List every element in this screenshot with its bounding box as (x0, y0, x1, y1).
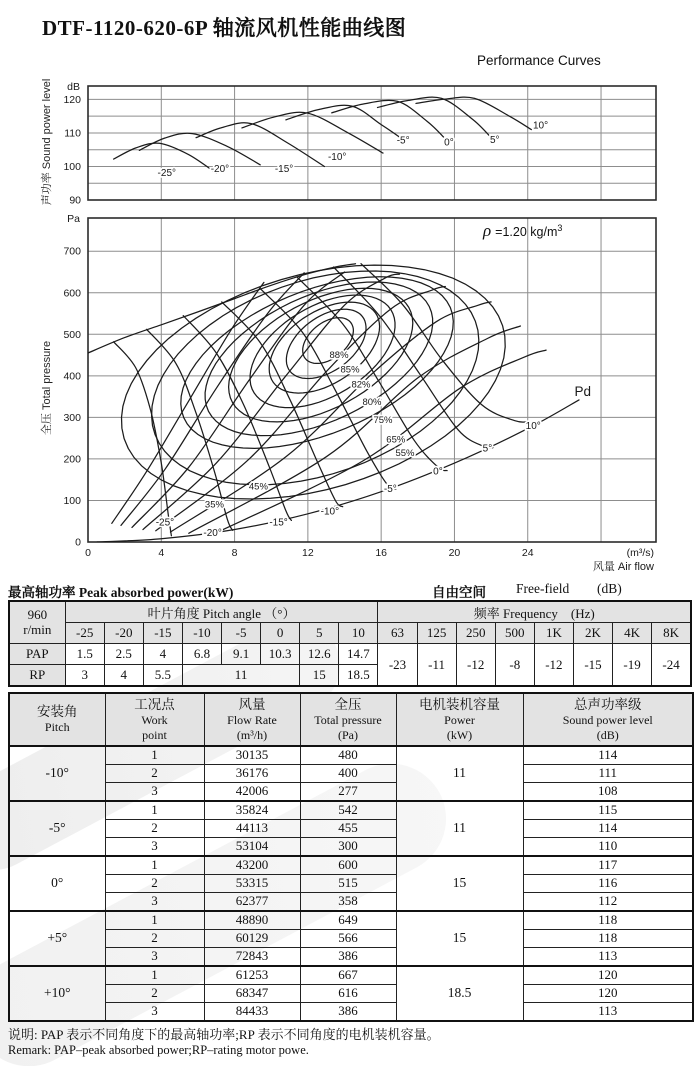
header-line: (kW) (446, 727, 473, 742)
total-pressure-cell: 566 (300, 929, 396, 947)
work-point-cell: 3 (105, 837, 204, 856)
rho-value: =1.20 kg/m (495, 225, 558, 239)
total-pressure-cell: 386 (300, 1002, 396, 1021)
total-pressure-cell: 649 (300, 911, 396, 930)
free-field-heading-unit: (dB) (597, 581, 622, 596)
total-pressure-cell: 277 (300, 782, 396, 801)
header-line: (m³/h) (236, 727, 268, 742)
total-pressure-cell: 358 (300, 892, 396, 911)
header-line: (Pa) (338, 727, 358, 742)
x-tick-label: 24 (521, 547, 534, 559)
sound-level-cell: 118 (523, 929, 693, 947)
header-line: 总声功率级 (574, 697, 642, 712)
total-pressure-cell: 480 (300, 746, 396, 765)
work-point-cell: 1 (105, 801, 204, 820)
work-point-cell: 2 (105, 819, 204, 837)
speed-unit: r/min (23, 621, 52, 637)
page-title: DTF-1120-620-6P 轴流风机性能曲线图 (42, 16, 407, 40)
y-tick-label: 700 (63, 245, 81, 258)
remark-line-en: Remark: PAP–peak absorbed power;RP–rating motor powe. (8, 1043, 309, 1057)
total-pressure-cell: 600 (300, 856, 396, 875)
flow-rate-cell: 35824 (204, 801, 300, 820)
rp-value-cell: 5.5 (143, 665, 182, 687)
curves-group (114, 97, 532, 173)
frequency-band-cell: 1K (534, 623, 573, 644)
contour-label: 65% (386, 434, 406, 446)
axis-unit-label: Pa (67, 213, 80, 225)
column-header (396, 693, 523, 746)
flow-rate-cell: 53315 (204, 874, 300, 892)
plot-border (88, 218, 656, 542)
y-tick-label: 90 (69, 194, 81, 206)
speed-value: 960 (27, 606, 48, 622)
contour-label: 85% (340, 364, 360, 376)
y-tick-label: 100 (63, 160, 81, 173)
header-line: Flow Rate (227, 713, 277, 728)
x-tick-label: 16 (375, 547, 388, 559)
contour-label: 75% (373, 414, 393, 426)
free-field-heading-cn: 自由空间 (432, 585, 486, 600)
header-line: Sound power level (562, 713, 653, 728)
work-point-cell: 3 (105, 892, 204, 911)
y-tick-label: 110 (64, 127, 81, 140)
curve-label: 10° (525, 421, 541, 433)
sound-level-cell: 111 (523, 764, 693, 782)
sound-level-cell: 115 (523, 801, 693, 820)
rp-value-cell: 4 (104, 665, 143, 687)
y-tick-label: 200 (63, 453, 81, 466)
total-pressure-cell: 515 (300, 874, 396, 892)
total-pressure-cell: 300 (300, 837, 396, 856)
sound-level-cell: 113 (523, 1002, 693, 1021)
contour-label: 35% (204, 499, 224, 511)
curve-label: -5° (383, 484, 397, 496)
y-tick-label: 300 (63, 411, 81, 424)
peak-power-heading: 最高轴功率 Peak absorbed power(kW) (8, 585, 234, 600)
speed-header-cell (9, 601, 65, 644)
header-line: Pitch (44, 720, 70, 735)
y-tick-label: 400 (63, 370, 81, 383)
contour-label: 45% (248, 481, 268, 493)
performance-table (8, 692, 694, 1022)
flow-rate-cell: 30135 (204, 746, 300, 765)
pap-value-cell: 10.3 (261, 644, 300, 665)
data-curve (196, 123, 324, 167)
header-line: 全压 (334, 697, 362, 712)
pitch-angle-cell: -20 (104, 623, 143, 644)
pap-value-cell: 1.5 (65, 644, 104, 665)
pitch-cell: -10° (9, 746, 105, 801)
pitch-angle-cell: -25 (65, 623, 104, 644)
header-line: Work (141, 713, 168, 728)
sound-level-cell: 108 (523, 782, 693, 801)
x-tick-label: 0 (85, 547, 91, 559)
sound-level-cell: 116 (523, 874, 693, 892)
x-tick-label: 12 (302, 547, 314, 559)
pap-value-cell: 6.8 (182, 644, 221, 665)
work-point-cell: 1 (105, 966, 204, 985)
header-line: 风量 (238, 697, 266, 712)
sound-level-cell: 110 (523, 837, 693, 856)
work-point-cell: 1 (105, 856, 204, 875)
work-point-cell: 3 (105, 947, 204, 966)
frequency-band-cell: 500 (495, 623, 534, 644)
total-pressure-cell: 667 (300, 966, 396, 985)
frequency-band-cell: 8K (652, 623, 691, 644)
power-cell: 18.5 (396, 966, 523, 1021)
column-header (105, 693, 204, 746)
pap-row-label: PAP (9, 644, 65, 665)
curve-label: -25° (157, 167, 177, 179)
contour-label: 82% (351, 379, 371, 391)
flow-rate-cell: 42006 (204, 782, 300, 801)
rp-row-label: RP (9, 665, 65, 687)
curve-label: 10° (533, 120, 549, 132)
curve-label: 5° (482, 443, 493, 455)
sound-level-cell: 112 (523, 892, 693, 911)
flow-rate-cell: 68347 (204, 984, 300, 1002)
column-header (523, 693, 693, 746)
frequency-band-cell: 250 (456, 623, 495, 644)
work-point-cell: 1 (105, 911, 204, 930)
rp-value-cell: 18.5 (339, 665, 378, 687)
pap-value-cell: 12.6 (300, 644, 339, 665)
flow-rate-cell: 36176 (204, 764, 300, 782)
sound-level-cell: 113 (523, 947, 693, 966)
y-tick-label: 500 (63, 328, 81, 341)
free-field-value-cell: -11 (417, 644, 456, 687)
data-curve (416, 97, 531, 129)
flow-rate-cell: 53104 (204, 837, 300, 856)
performance-curves-subtitle: Performance Curves (477, 53, 601, 68)
total-pressure-cell: 400 (300, 764, 396, 782)
contour-label: 80% (362, 396, 382, 408)
pitch-cell: 0° (9, 856, 105, 911)
x-tick-label: 4 (158, 547, 165, 559)
pap-value-cell: 9.1 (222, 644, 261, 665)
curve-label: -15° (269, 517, 288, 529)
power-cell: 11 (396, 801, 523, 856)
sound-level-cell: 118 (523, 911, 693, 930)
x-axis-unit-label: (m³/s) (626, 547, 654, 559)
power-cell: 11 (396, 746, 523, 801)
header-line: Total pressure (314, 713, 382, 728)
work-point-cell: 2 (105, 984, 204, 1002)
pitch-cell: +5° (9, 911, 105, 966)
pitch-angle-cell: 5 (300, 623, 339, 644)
y-tick-label: 100 (63, 494, 81, 507)
pitch-angle-cell: -15 (143, 623, 182, 644)
x-tick-label: 8 (231, 547, 238, 559)
work-point-cell: 3 (105, 782, 204, 801)
free-field-value-cell: -24 (652, 644, 691, 687)
frequency-band-cell: 2K (573, 623, 612, 644)
curve-label: 0° (433, 466, 443, 478)
header-line: 电机装机容量 (419, 697, 500, 712)
air-density-label (483, 221, 562, 241)
rho-sup: 3 (557, 222, 563, 233)
free-field-value-cell: -23 (378, 644, 417, 687)
contour-label: 55% (395, 448, 415, 460)
column-header (9, 693, 105, 746)
flow-rate-cell: 72843 (204, 947, 300, 966)
total-pressure-cell: 616 (300, 984, 396, 1002)
pitch-cell: +10° (9, 966, 105, 1021)
pitch-angle-cell: -5 (222, 623, 261, 644)
curve-label: Pd (574, 383, 591, 399)
work-point-cell: 1 (105, 746, 204, 765)
pap-table-heading (0, 581, 700, 599)
power-cell: 15 (396, 911, 523, 966)
curve-label: -10° (327, 151, 347, 163)
y-tick-label: 0 (75, 536, 81, 549)
flow-rate-cell: 43200 (204, 856, 300, 875)
efficiency-contour (250, 295, 395, 408)
sound-level-cell: 114 (523, 746, 693, 765)
pitch-angle-header: 叶片角度 Pitch angle （°） (65, 601, 378, 623)
y-tick-label: 120 (63, 93, 81, 106)
pap-value-cell: 14.7 (339, 644, 378, 665)
free-field-value-cell: -12 (456, 644, 495, 687)
sound-chart-y-axis-title: 声功率 Sound power level (41, 78, 53, 206)
rho-symbol: ρ (483, 221, 492, 240)
power-cell: 15 (396, 856, 523, 911)
pap-value-cell: 2.5 (104, 644, 143, 665)
flow-rate-cell: 44113 (204, 819, 300, 837)
flow-rate-cell: 84433 (204, 1002, 300, 1021)
total-pressure-cell: 542 (300, 801, 396, 820)
column-header (204, 693, 300, 746)
work-point-cell: 2 (105, 764, 204, 782)
flow-rate-cell: 62377 (204, 892, 300, 911)
sound-power-chart (0, 78, 700, 206)
free-field-value-cell: -12 (534, 644, 573, 687)
curve-label: -5° (396, 135, 410, 147)
rp-value-cell: 15 (300, 665, 339, 687)
sound-level-cell: 114 (523, 819, 693, 837)
frequency-band-cell: 125 (417, 623, 456, 644)
curve-label: -20° (210, 163, 230, 175)
curve-label: -25° (155, 517, 175, 529)
header-line: Power (444, 713, 475, 728)
axis-unit-label: dB (67, 81, 80, 93)
flow-rate-cell: 61253 (204, 966, 300, 985)
column-header (300, 693, 396, 746)
pitch-angle-cell: -10 (182, 623, 221, 644)
header-line: (dB) (596, 727, 619, 742)
rp-value-cell: 3 (65, 665, 104, 687)
remark-line-cn: 说明: PAP 表示不同角度下的最高轴功率;RP 表示不同角度的电机装机容量。 (8, 1027, 440, 1042)
work-point-cell: 3 (105, 1002, 204, 1021)
work-point-cell: 2 (105, 874, 204, 892)
frequency-band-cell: 4K (613, 623, 652, 644)
free-field-value-cell: -15 (573, 644, 612, 687)
curve-label: -20° (203, 528, 222, 540)
flow-rate-cell: 48890 (204, 911, 300, 930)
pitch-cell: -5° (9, 801, 105, 856)
y-tick-label: 600 (63, 287, 81, 300)
curve-label: 0° (444, 137, 454, 149)
header-line: point (142, 727, 167, 742)
free-field-value-cell: -8 (495, 644, 534, 687)
pitch-angle-cell: 10 (339, 623, 378, 644)
pap-table (8, 600, 692, 687)
data-curve (139, 133, 260, 165)
sound-level-cell: 120 (523, 984, 693, 1002)
frequency-header: 频率 Frequency (Hz) (378, 601, 691, 623)
x-axis-title: 风量 Air flow (592, 561, 654, 573)
curve-label: -15° (274, 163, 294, 175)
header-line: 工况点 (134, 697, 175, 712)
x-tick-label: 20 (448, 547, 461, 559)
pitch-angle-cell: 0 (261, 623, 300, 644)
pressure-flow-chart (0, 206, 700, 576)
frequency-band-cell: 63 (378, 623, 417, 644)
total-pressure-cell: 455 (300, 819, 396, 837)
data-curve (114, 342, 175, 536)
contour-label: 88% (329, 349, 349, 361)
rp-value-cell: 11 (182, 665, 299, 687)
flow-rate-cell: 60129 (204, 929, 300, 947)
free-field-heading-en: Free-field (516, 581, 570, 596)
pap-value-cell: 4 (143, 644, 182, 665)
sound-level-cell: 120 (523, 966, 693, 985)
free-field-value-cell: -19 (613, 644, 652, 687)
pressure-chart-y-axis-title: 全压 Total pressure (41, 340, 53, 436)
curve-label: -10° (320, 506, 340, 518)
total-pressure-cell: 386 (300, 947, 396, 966)
sound-level-cell: 117 (523, 856, 693, 875)
work-point-cell: 2 (105, 929, 204, 947)
header-line: 安装角 (37, 704, 78, 720)
curve-label: 5° (489, 135, 500, 146)
